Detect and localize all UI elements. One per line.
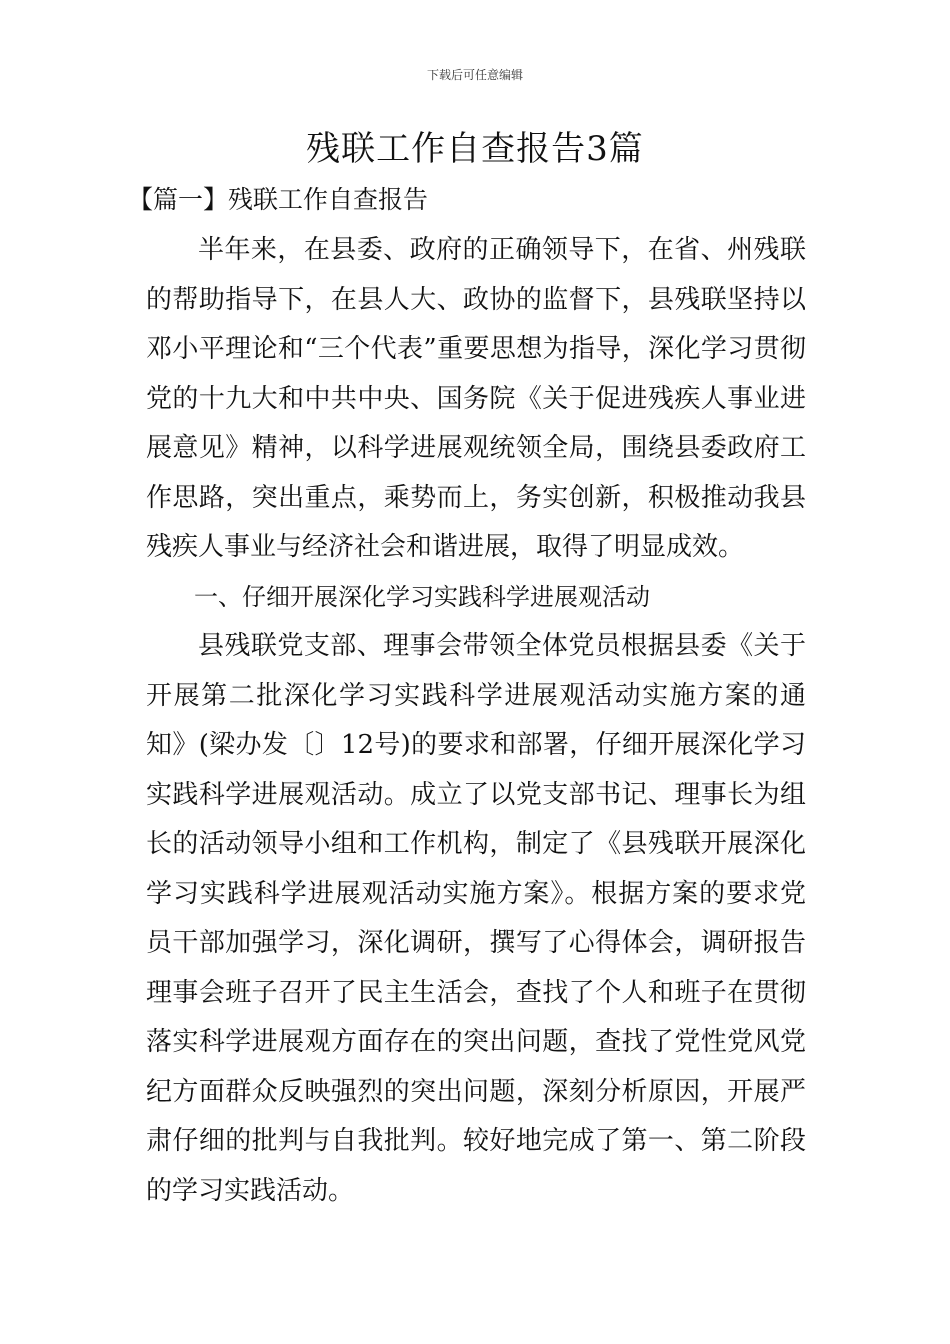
document-body <box>146 226 806 1216</box>
paragraph-study-activity: 县残联党支部、理事会带领全体党员根据县委《关于开展第二批深化学习实践科学进展观活动实施方案的通知》(梁办发〔〕12号)的要求和部署，仔细开展深化学习实践科学进展观活动。成立了以党支部书记、理事长为组长的活动领导小组和工作机构，制定了《县残联开展深化学习实践科学进展观活动实施方案》。根据方案的要求党员干部加强学习，深化调研，撰写了心得体会，调研报告理事会班子召开了民主生活会，查找了个人和班子在贯彻落实科学进展观方面存在的突出问题，查找了党性党风党纪方面群众反映强烈的突出问题，深刻分析原因，开展严肃仔细的批判与自我批判。较好地完成了第一、第二阶段的学习实践活动。 <box>146 631 806 1206</box>
header-note: 下载后可任意编辑 <box>426 68 523 82</box>
paragraph-intro: 半年来，在县委、政府的正确领导下，在省、州残联的帮助指导下，在县人大、政协的监督下，县残联坚持以邓小平理论和“三个代表”重要思想为指导，深化学习贯彻党的十九大和中共中央、国务院《关于促进残疾人事业进展意见》精神，以科学进展观统领全局，围绕县委政府工作思路，突出重点，乘势而上，务实创新，积极推动我县残疾人事业与经济社会和谐进展，取得了明显成效。 <box>146 235 806 562</box>
document-title: 残联工作自查报告3篇 <box>306 129 644 169</box>
subheading-study-activity: 一、仔细开展深化学习实践科学进展观活动 <box>194 582 650 611</box>
section-heading: 【篇一】残联工作自查报告 <box>128 185 429 214</box>
